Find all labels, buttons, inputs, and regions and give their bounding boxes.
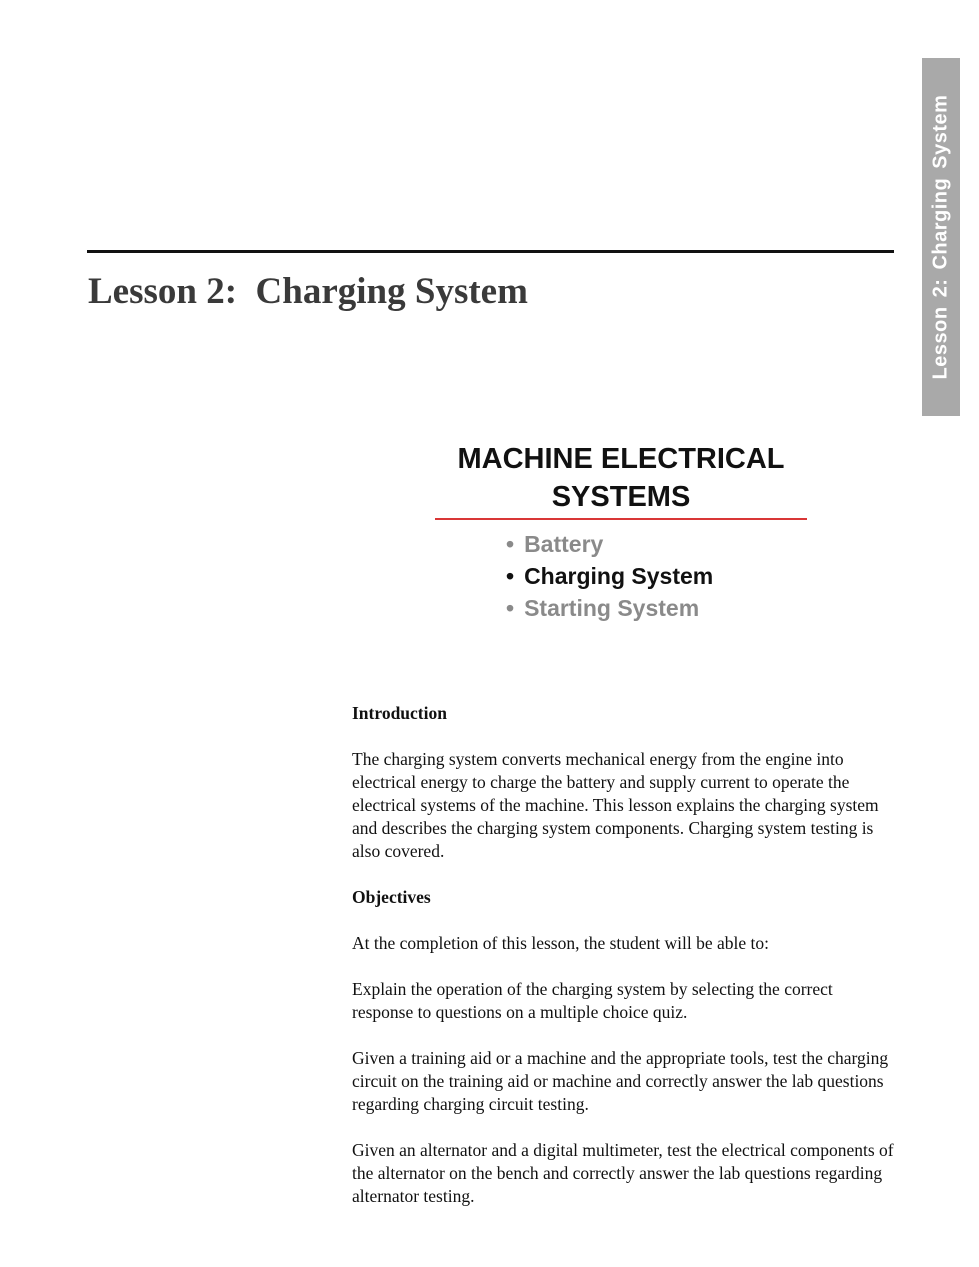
side-tab-label: Lesson 2: Charging System: [929, 94, 952, 380]
topic-list: [506, 528, 713, 624]
lesson-title: Lesson 2: Charging System: [88, 271, 528, 312]
objective-item: Explain the operation of the charging system by selecting the correct response to questions on a multiple choice quiz.: [352, 979, 833, 1022]
topic-item-charging-system: [506, 560, 713, 592]
objective-item: Given a training aid or a machine and the appropriate tools, test the charging circuit on the training aid or machine and correctly answer the lab questions regarding charging circuit testing.: [352, 1048, 889, 1114]
topic-label: Battery: [524, 531, 604, 557]
introduction-heading: Introduction: [352, 703, 447, 723]
topic-item-starting-system: [506, 592, 713, 624]
bullet-icon: •: [506, 563, 515, 589]
bullet-icon: •: [506, 531, 515, 557]
objectives-heading: Objectives: [352, 887, 431, 907]
introduction-text: The charging system converts mechanical energy from the engine into electrical energy to charge the battery and supply current to operate the electrical systems of the machine. This lesson explains the charging system and describes the charging system components. Charging system testing is also covered.: [352, 749, 879, 861]
series-title: MACHINE ELECTRICAL SYSTEMS: [435, 440, 807, 520]
lesson-body: [352, 702, 897, 1231]
series-block: [435, 440, 807, 621]
topic-label: Charging System: [524, 563, 714, 589]
bullet-icon: •: [506, 595, 515, 621]
objectives-lead: At the completion of this lesson, the student will be able to:: [352, 933, 770, 953]
topic-label: Starting System: [524, 595, 700, 621]
section-side-tab: [922, 58, 960, 416]
title-rule: [87, 250, 894, 253]
topic-item-battery: [506, 528, 713, 560]
objective-item: Given an alternator and a digital multimeter, test the electrical components of the alternator on the bench and correctly answer the lab questions regarding alternator testing.: [352, 1140, 894, 1206]
